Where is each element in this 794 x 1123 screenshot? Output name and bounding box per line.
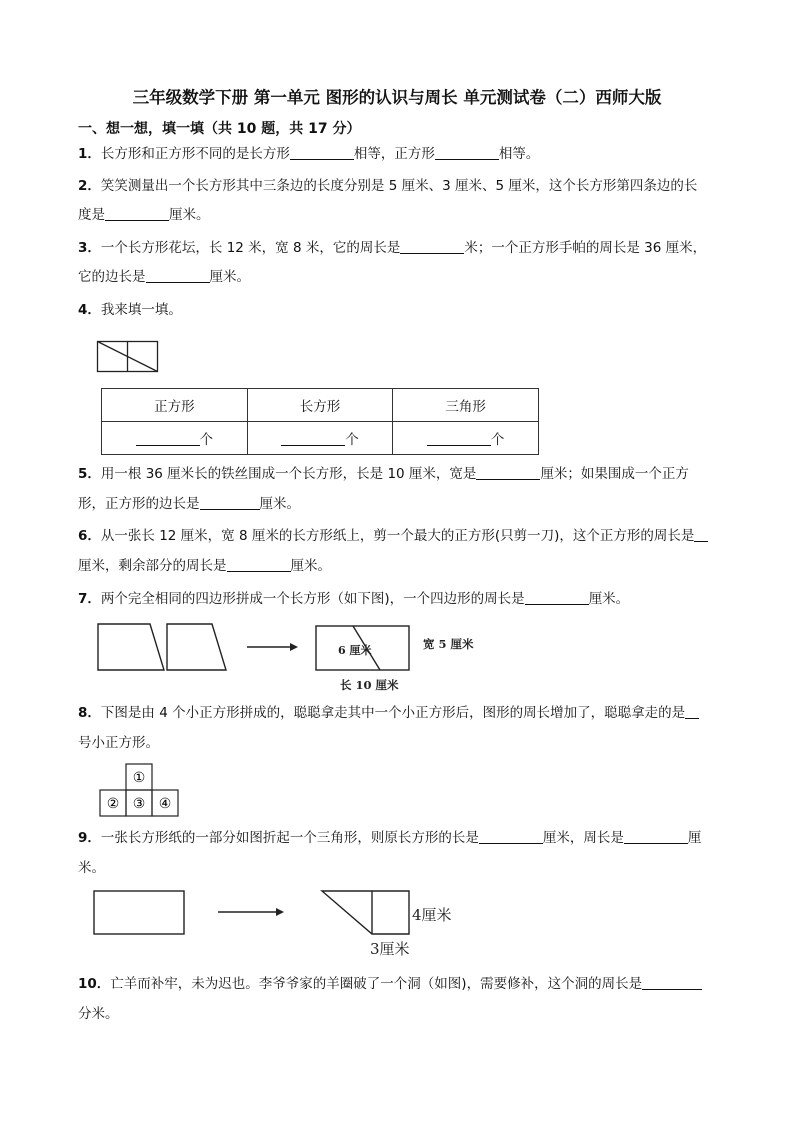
table-cell [393, 422, 539, 455]
question-text: 一个长方形花坛，长 12 米，宽 8 米，它的周长是 [100, 240, 401, 256]
question-number: 6． [78, 528, 101, 544]
question-text: 亡羊而补牢，未为迟也。李爷爷家的羊圈破了一个洞（如图)，需要修补，这个洞的周长是 [110, 976, 643, 992]
question-text: 厘米。 [290, 558, 331, 574]
answer-blank[interactable] [281, 431, 345, 446]
answer-blank[interactable] [624, 829, 688, 844]
question-5-line-2 [78, 494, 300, 514]
unit-label: 个 [490, 432, 505, 448]
height-label: 4厘米 [412, 906, 452, 924]
table-header: 三角形 [393, 389, 539, 422]
rectangle-shape [94, 891, 184, 934]
question-number: 10． [78, 976, 111, 992]
question-number: 2． [78, 178, 101, 194]
q9-figure [90, 886, 470, 960]
table-header: 长方形 [247, 389, 393, 422]
square-label: ② [106, 796, 120, 812]
question-text: 形，正方形的边长是 [78, 496, 200, 512]
question-6 [78, 526, 708, 546]
question-number: 1． [78, 146, 101, 162]
question-3-line-2 [78, 267, 250, 287]
question-text: 我来填一填。 [100, 302, 182, 318]
section-heading: 一、想一想，填一填（共 10 题，共 17 分） [78, 121, 361, 137]
folded-shape [322, 891, 409, 934]
question-3 [78, 238, 706, 258]
quadrilateral-shape [167, 624, 226, 670]
question-1 [78, 144, 539, 164]
arrow-head [290, 643, 298, 651]
question-text: 它的边长是 [78, 269, 146, 285]
question-number: 3． [78, 240, 101, 256]
question-text: 笑笑测量出一个长方形其中三条边的长度分别是 5 厘米、3 厘米、5 厘米，这个长方形第四条边的长 [100, 178, 698, 194]
table-cell [247, 422, 393, 455]
answer-blank[interactable] [694, 527, 708, 542]
question-text: 相等。 [498, 146, 540, 162]
answer-blank[interactable] [290, 145, 354, 160]
answer-blank[interactable] [400, 239, 464, 254]
question-text: 厘 [687, 830, 702, 846]
answer-blank[interactable] [146, 268, 210, 283]
q4-answer-table [101, 388, 539, 455]
unit-label: 个 [345, 432, 359, 448]
question-text: 厘米。 [588, 591, 630, 607]
table-cell [102, 422, 248, 455]
question-number: 9． [78, 830, 101, 846]
question-number: 4． [78, 302, 101, 318]
question-10 [78, 974, 702, 994]
question-text: 度是 [78, 207, 105, 223]
question-text: 一张长方形纸的一部分如图折起一个三角形，则原长方形的长是 [100, 830, 479, 846]
question-text: 厘米。 [169, 207, 210, 223]
square-label: ③ [132, 796, 146, 812]
answer-blank[interactable] [435, 145, 499, 160]
question-5 [78, 464, 689, 484]
question-9-line-2 [78, 858, 105, 878]
side-label: 6 厘米 [338, 644, 372, 657]
answer-blank[interactable] [479, 829, 543, 844]
question-text: 号小正方形。 [78, 735, 159, 751]
question-8-line-2 [78, 733, 159, 753]
question-number: 8． [78, 705, 101, 721]
page-title: 三年级数学下册 第一单元 图形的认识与周长 单元测试卷（二）西师大版 [132, 88, 662, 107]
answer-blank[interactable] [136, 431, 200, 446]
question-4 [78, 300, 182, 320]
table-header: 正方形 [102, 389, 248, 422]
question-text: 用一根 36 厘米长的铁丝围成一个长方形，长是 10 厘米，宽是 [100, 466, 477, 482]
answer-blank[interactable] [476, 465, 540, 480]
question-text: 相等，正方形 [353, 146, 435, 162]
length-label: 长 10 厘米 [340, 678, 399, 692]
question-text: 厘米，周长是 [542, 830, 624, 846]
q8-figure [96, 762, 184, 820]
q4-figure [96, 340, 162, 374]
question-7 [78, 589, 629, 609]
question-8 [78, 703, 699, 723]
question-text: 厘米。 [259, 496, 300, 512]
question-10-line-2 [78, 1004, 119, 1024]
question-text: 长方形和正方形不同的是长方形 [100, 146, 290, 162]
answer-blank[interactable] [685, 704, 699, 719]
width-label: 3厘米 [370, 940, 410, 958]
question-text: 米。 [78, 860, 105, 876]
square-label: ④ [158, 796, 172, 812]
quadrilateral-shape [98, 624, 164, 670]
table-row [102, 422, 539, 455]
question-text: 厘米。 [209, 269, 250, 285]
question-number: 5． [78, 466, 101, 482]
answer-blank[interactable] [200, 495, 260, 510]
question-text: 下图是由 4 个小正方形拼成的，聪聪拿走其中一个小正方形后，图形的周长增加了，聪聪拿走的是 [100, 705, 686, 721]
width-label: 宽 5 厘米 [423, 637, 474, 651]
question-text: 米；一个正方形手帕的周长是 36 厘米， [464, 240, 707, 256]
square-label: ① [132, 770, 146, 786]
answer-blank[interactable] [525, 590, 589, 605]
question-number: 7． [78, 591, 101, 607]
question-text: 厘米；如果围成一个正方 [540, 466, 689, 482]
question-text: 分米。 [78, 1006, 119, 1022]
arrow-head [276, 908, 284, 916]
answer-blank[interactable] [105, 206, 169, 221]
answer-blank[interactable] [642, 975, 702, 990]
question-text: 厘米，剩余部分的周长是 [78, 558, 227, 574]
answer-blank[interactable] [227, 557, 291, 572]
question-6-line-2 [78, 556, 331, 576]
q7-figure [94, 618, 494, 694]
question-text: 两个完全相同的四边形拼成一个长方形（如下图)，一个四边形的周长是 [100, 591, 525, 607]
question-2 [78, 176, 697, 196]
unit-label: 个 [199, 432, 214, 448]
question-text: 从一张长 12 厘米，宽 8 厘米的长方形纸上，剪一个最大的正方形(只剪一刀)，这个正方形的周长是 [100, 528, 695, 544]
question-2-line-2 [78, 205, 210, 225]
table-header-row [102, 389, 539, 422]
question-9 [78, 828, 701, 848]
answer-blank[interactable] [427, 431, 491, 446]
